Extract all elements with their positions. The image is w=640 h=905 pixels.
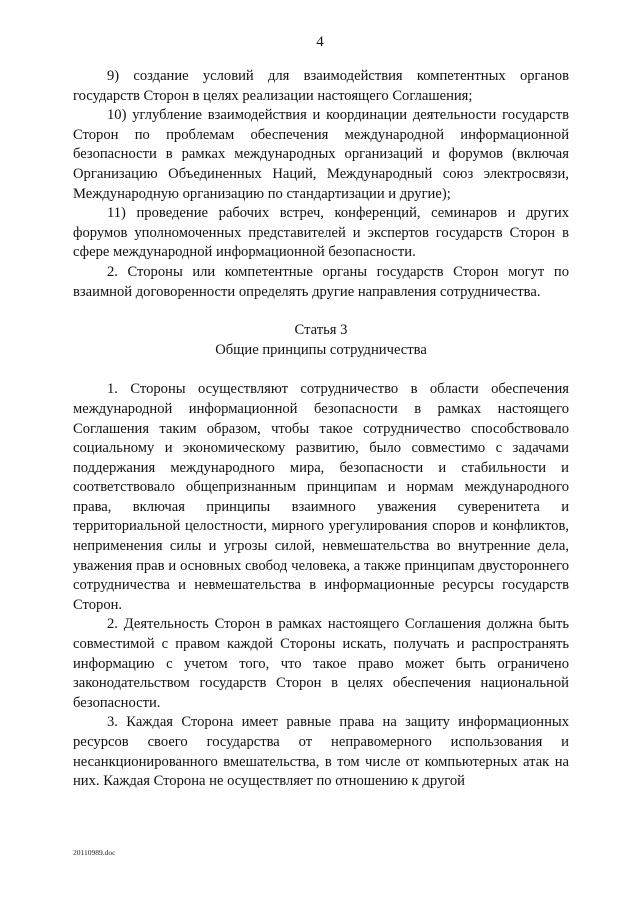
- article-heading: [73, 321, 569, 360]
- document-body: [73, 67, 569, 792]
- paragraph-item-10: 10) углубление взаимодействия и координации деятельности государств Сторон по проблемам обеспечения международной информационной безопасности в рамках международных организаций и форумов (включая Организацию Объединенных Наций, Международный союз электросвязи, Международную организацию по стандартизации и другие);: [73, 107, 569, 202]
- paragraph-item-11: 11) проведение рабочих встреч, конференций, семинаров и других форумов уполномоченных представителей и экспертов государств Сторон в сфере международной информационной безопасности.: [73, 205, 569, 261]
- article-3-clause-1: 1. Стороны осуществляют сотрудничество в области обеспечения международной информационной безопасности в рамках настоящего Соглашения таким образом, чтобы такое сотрудничество способствовало социальному и экономическому развитию, было совместимо с задачами поддержания международного мира, безопасности и стабильности и соответствовало общепризнанным принципам и нормам международного права, включая принципы взаимного уважения суверенитета и территориальной целостности, мирного урегулирования споров и конфликтов, неприменения силы и угрозы силой, невмешательства во внутренние дела, уважения прав и основных свобод человека, а также принципам двустороннего сотрудничества и невмешательства в информационные ресурсы государств Сторон.: [73, 381, 569, 613]
- paragraph-item-9: 9) создание условий для взаимодействия компетентных органов государств Сторон в целях реализации настоящего Соглашения;: [73, 68, 569, 104]
- page-number: 4: [316, 34, 324, 50]
- article-3-clause-2: 2. Деятельность Сторон в рамках настоящего Соглашения должна быть совместимой с правом каждой Стороны искать, получать и распространять информацию с учетом того, что такое право может быть ограничено законодательством государств Сторон в целях обеспечения национальной безопасности.: [73, 616, 569, 711]
- article-title: Общие принципы сотрудничества: [215, 341, 427, 358]
- article-3-clause-3: 3. Каждая Сторона имеет равные права на защиту информационных ресурсов своего государства от неправомерного использования и несанкционированного вмешательства, в том числе от компьютерных атак на них. Каждая Сторона не осуществляет по отношению к другой: [73, 714, 569, 790]
- article-number: Статья 3: [294, 322, 348, 339]
- paragraph-clause-2: 2. Стороны или компетентные органы государств Сторон могут по взаимной договоренности определять другие направления сотрудничества.: [73, 263, 569, 300]
- footer-filename: 20110989.doc: [73, 848, 116, 857]
